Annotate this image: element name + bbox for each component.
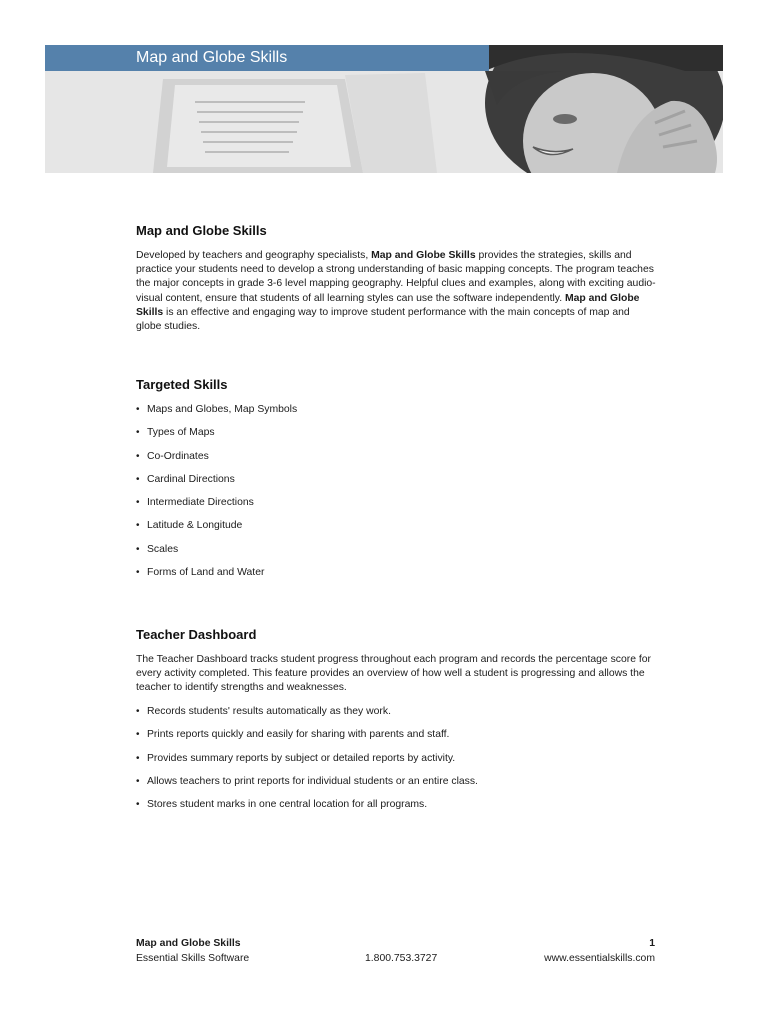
list-item-text: Intermediate Directions (147, 497, 254, 509)
list-item-text: Forms of Land and Water (147, 567, 265, 579)
list-item-text: Prints reports quickly and easily for sharing with parents and staff. (147, 729, 450, 741)
banner-title-bar (45, 45, 489, 71)
banner-title: Map and Globe Skills (136, 49, 288, 66)
list-item (136, 775, 656, 798)
footer-title: Map and Globe Skills (136, 938, 241, 949)
list-item (136, 543, 656, 566)
list-item-text: Allows teachers to print reports for individual students or an entire class. (147, 775, 478, 787)
footer-website: www.essentialskills.com (544, 953, 655, 964)
bullet: • (136, 497, 140, 509)
footer-phone: 1.800.753.3727 (365, 953, 438, 964)
list-item (136, 752, 656, 775)
list-item (136, 519, 656, 542)
intro-text-2: provides the strategies, skills and practice your students need to develop a strong understanding of basic mapping concepts. The program teaches the major concepts in grade 3-6 level mapping geography. Helpful clues and examples, along with exciting audio-visual content, ensure that students of all learning styles can use the software independently. (136, 250, 656, 304)
bullet: • (136, 473, 140, 485)
bullet: • (136, 543, 140, 555)
intro-paragraph (136, 249, 656, 334)
list-item (136, 728, 656, 751)
list-item-text: Scales (147, 543, 179, 555)
bullet: • (136, 775, 140, 787)
list-item (136, 566, 656, 589)
list-item-text: Types of Maps (147, 427, 215, 439)
intro-text-1: Developed by teachers and geography specialists, (136, 250, 372, 261)
bullet: • (136, 729, 140, 741)
bullet: • (136, 752, 140, 764)
list-item (136, 496, 656, 519)
bullet: • (136, 706, 140, 717)
list-item (136, 473, 656, 496)
list-item (136, 450, 656, 473)
list-item-text: Records students' results automatically as they work. (147, 706, 391, 717)
intro-product-name-2: Map and Globe Skills (136, 292, 640, 318)
bullet: • (136, 567, 140, 579)
bullet: • (136, 404, 140, 415)
list-item (136, 798, 656, 821)
skills-heading: Targeted Skills (136, 377, 228, 392)
bullet: • (136, 450, 140, 462)
list-item-text: Cardinal Directions (147, 473, 235, 485)
bullet: • (136, 520, 140, 532)
page-number: 1 (649, 938, 655, 949)
list-item-text: Maps and Globes, Map Symbols (147, 404, 298, 415)
dashboard-list (136, 705, 656, 821)
list-item-text: Co-Ordinates (147, 450, 209, 462)
list-item-text: Stores student marks in one central location for all programs. (147, 799, 428, 811)
intro-text-3: is an effective and engaging way to improve student performance with the main concepts of map and globe studies. (136, 306, 630, 333)
intro-heading: Map and Globe Skills (136, 223, 267, 238)
list-item (136, 705, 656, 728)
list-item (136, 426, 656, 449)
list-item (136, 403, 656, 426)
bullet: • (136, 799, 140, 811)
list-item-text: Latitude & Longitude (147, 520, 243, 532)
footer-company: Essential Skills Software (136, 953, 250, 964)
header-banner (45, 45, 723, 173)
intro-product-name-1: Map and Globe Skills (371, 250, 476, 261)
dashboard-heading: Teacher Dashboard (136, 627, 257, 642)
bullet: • (136, 427, 140, 439)
dashboard-paragraph: The Teacher Dashboard tracks student progress throughout each program and records the percentage score for every activity completed. This feature provides an overview of how well a student is progressing and allows the teacher to identify strengths and weaknesses. (136, 654, 652, 694)
list-item-text: Provides summary reports by subject or detailed reports by activity. (147, 752, 456, 764)
skills-list (136, 403, 656, 589)
